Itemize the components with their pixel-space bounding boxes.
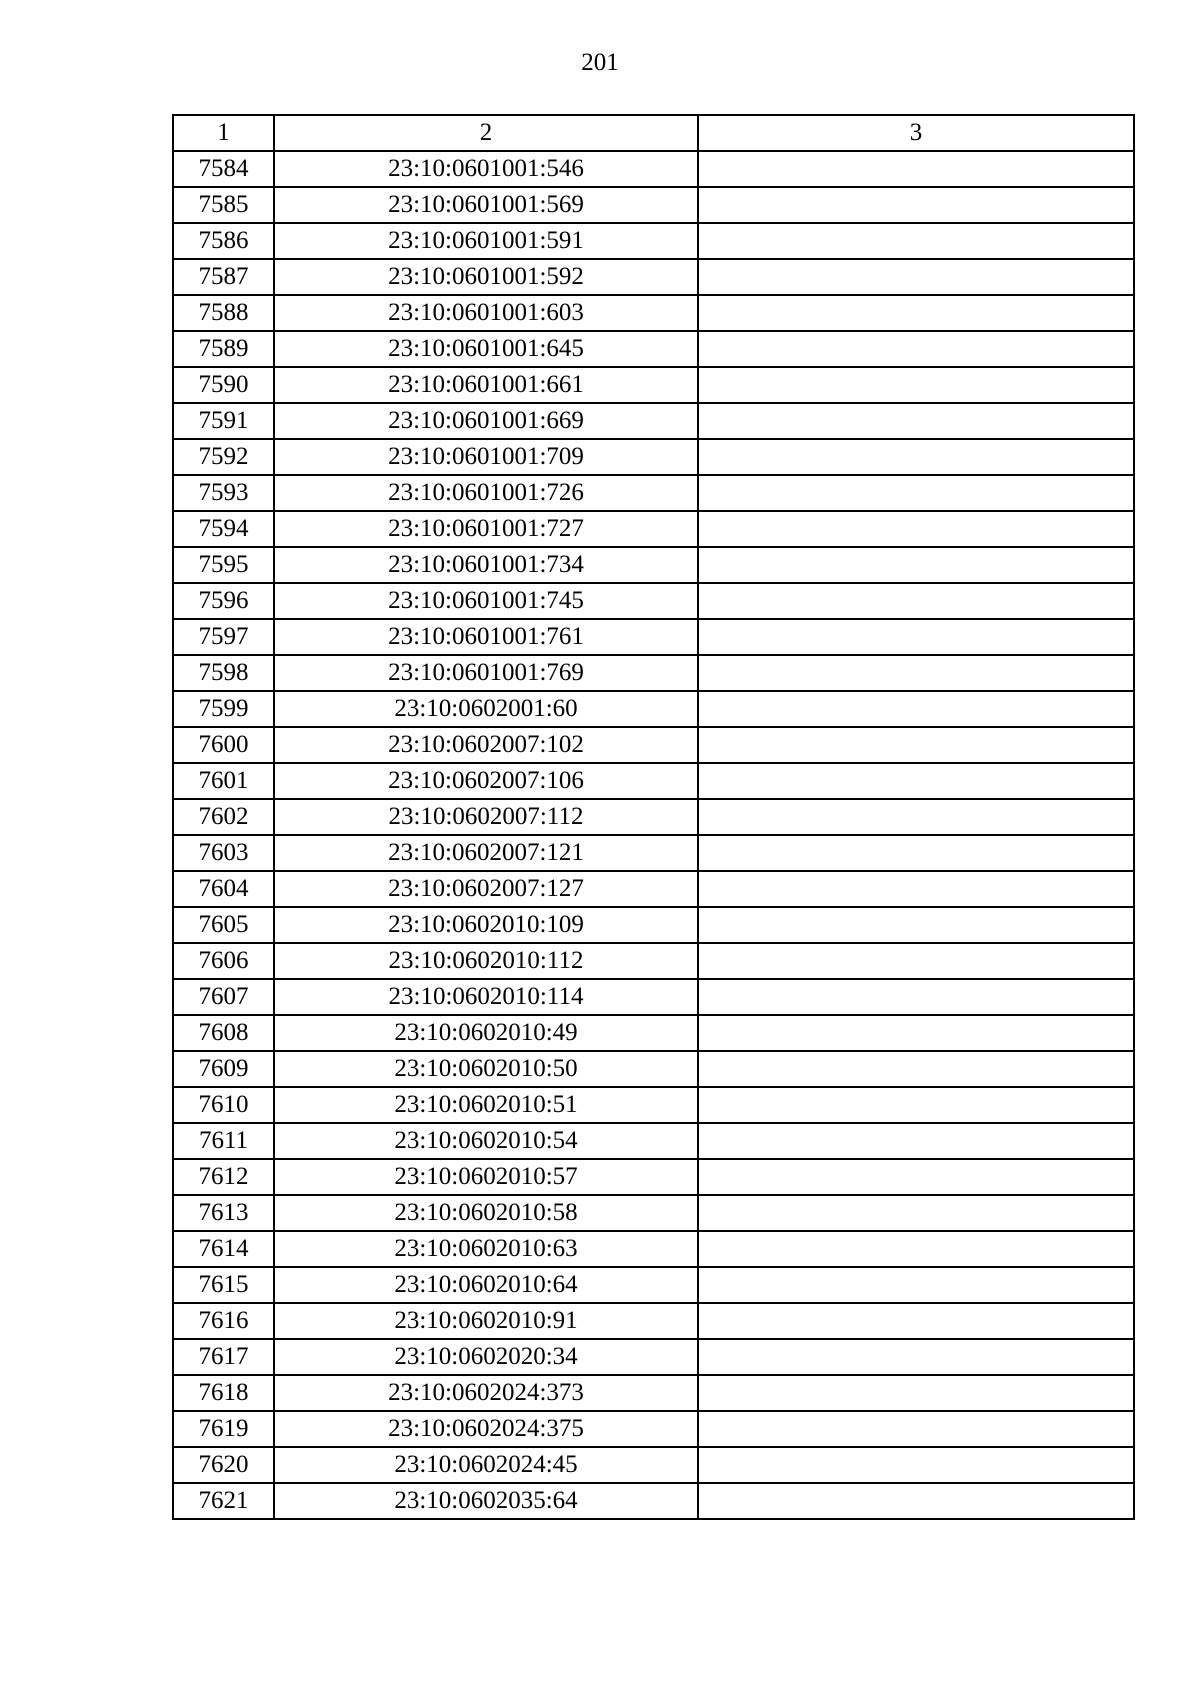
cadastral-number-cell: 23:10:0602010:114 — [274, 979, 698, 1015]
table-row — [173, 907, 1134, 943]
cadastral-number-cell: 23:10:0602007:112 — [274, 799, 698, 835]
note-cell — [698, 475, 1134, 511]
table-row — [173, 187, 1134, 223]
row-number-cell: 7613 — [173, 1195, 274, 1231]
table-row — [173, 763, 1134, 799]
row-number-cell: 7603 — [173, 835, 274, 871]
row-number-cell: 7602 — [173, 799, 274, 835]
table-row — [173, 259, 1134, 295]
row-number-cell: 7596 — [173, 583, 274, 619]
row-number-cell: 7611 — [173, 1123, 274, 1159]
cadastral-number-cell: 23:10:0601001:645 — [274, 331, 698, 367]
header-row — [173, 115, 1134, 151]
cadastral-number-cell: 23:10:0602010:112 — [274, 943, 698, 979]
note-cell — [698, 1123, 1134, 1159]
table-row — [173, 1159, 1134, 1195]
cadastral-number-cell: 23:10:0601001:661 — [274, 367, 698, 403]
note-cell — [698, 727, 1134, 763]
header-cell-2: 2 — [274, 115, 698, 151]
row-number-cell: 7586 — [173, 223, 274, 259]
row-number-cell: 7592 — [173, 439, 274, 475]
table-row — [173, 619, 1134, 655]
note-cell — [698, 799, 1134, 835]
cadastral-number-cell: 23:10:0601001:761 — [274, 619, 698, 655]
note-cell — [698, 187, 1134, 223]
row-number-cell: 7614 — [173, 1231, 274, 1267]
cadastral-number-cell: 23:10:0602010:57 — [274, 1159, 698, 1195]
row-number-cell: 7617 — [173, 1339, 274, 1375]
cadastral-number-cell: 23:10:0602010:109 — [274, 907, 698, 943]
table-row — [173, 367, 1134, 403]
table-row — [173, 1051, 1134, 1087]
row-number-cell: 7621 — [173, 1483, 274, 1519]
row-number-cell: 7619 — [173, 1411, 274, 1447]
table-row — [173, 1015, 1134, 1051]
note-cell — [698, 583, 1134, 619]
cadastral-number-cell: 23:10:0601001:591 — [274, 223, 698, 259]
row-number-cell: 7600 — [173, 727, 274, 763]
cadastral-number-cell: 23:10:0601001:726 — [274, 475, 698, 511]
table-row — [173, 1303, 1134, 1339]
row-number-cell: 7590 — [173, 367, 274, 403]
note-cell — [698, 367, 1134, 403]
cadastral-number-cell: 23:10:0602007:102 — [274, 727, 698, 763]
header-cell-1: 1 — [173, 115, 274, 151]
cadastral-number-cell: 23:10:0602010:51 — [274, 1087, 698, 1123]
note-cell — [698, 295, 1134, 331]
table-row — [173, 1087, 1134, 1123]
cadastral-number-cell: 23:10:0602024:373 — [274, 1375, 698, 1411]
table-row — [173, 1123, 1134, 1159]
cadastral-number-cell: 23:10:0601001:709 — [274, 439, 698, 475]
cadastral-number-cell: 23:10:0602010:50 — [274, 1051, 698, 1087]
cadastral-number-cell: 23:10:0602010:49 — [274, 1015, 698, 1051]
row-number-cell: 7609 — [173, 1051, 274, 1087]
row-number-cell: 7604 — [173, 871, 274, 907]
note-cell — [698, 331, 1134, 367]
cadastral-number-cell: 23:10:0601001:592 — [274, 259, 698, 295]
cadastral-number-cell: 23:10:0601001:569 — [274, 187, 698, 223]
table-row — [173, 439, 1134, 475]
note-cell — [698, 1159, 1134, 1195]
note-cell — [698, 691, 1134, 727]
table-row — [173, 331, 1134, 367]
cadastral-number-cell: 23:10:0601001:669 — [274, 403, 698, 439]
cadastral-number-cell: 23:10:0602020:34 — [274, 1339, 698, 1375]
row-number-cell: 7597 — [173, 619, 274, 655]
row-number-cell: 7610 — [173, 1087, 274, 1123]
table-row — [173, 1339, 1134, 1375]
note-cell — [698, 943, 1134, 979]
cadastral-number-cell: 23:10:0601001:769 — [274, 655, 698, 691]
row-number-cell: 7620 — [173, 1447, 274, 1483]
table-row — [173, 979, 1134, 1015]
cadastral-number-cell: 23:10:0602035:64 — [274, 1483, 698, 1519]
note-cell — [698, 835, 1134, 871]
registry-table — [172, 114, 1135, 1520]
table-body — [173, 151, 1134, 1519]
note-cell — [698, 1051, 1134, 1087]
table-row — [173, 295, 1134, 331]
note-cell — [698, 1231, 1134, 1267]
cadastral-number-cell: 23:10:0602024:45 — [274, 1447, 698, 1483]
table-row — [173, 835, 1134, 871]
table-row — [173, 583, 1134, 619]
table-row — [173, 727, 1134, 763]
note-cell — [698, 511, 1134, 547]
note-cell — [698, 907, 1134, 943]
table-row — [173, 1447, 1134, 1483]
note-cell — [698, 1483, 1134, 1519]
cadastral-number-cell: 23:10:0602007:121 — [274, 835, 698, 871]
cadastral-number-cell: 23:10:0602010:63 — [274, 1231, 698, 1267]
cadastral-number-cell: 23:10:0601001:603 — [274, 295, 698, 331]
table-row — [173, 403, 1134, 439]
note-cell — [698, 547, 1134, 583]
row-number-cell: 7589 — [173, 331, 274, 367]
row-number-cell: 7595 — [173, 547, 274, 583]
row-number-cell: 7608 — [173, 1015, 274, 1051]
note-cell — [698, 1339, 1134, 1375]
note-cell — [698, 151, 1134, 187]
row-number-cell: 7585 — [173, 187, 274, 223]
table-row — [173, 691, 1134, 727]
note-cell — [698, 619, 1134, 655]
row-number-cell: 7618 — [173, 1375, 274, 1411]
table-row — [173, 1231, 1134, 1267]
note-cell — [698, 1375, 1134, 1411]
table-row — [173, 655, 1134, 691]
cadastral-number-cell: 23:10:0602001:60 — [274, 691, 698, 727]
cadastral-number-cell: 23:10:0601001:546 — [274, 151, 698, 187]
note-cell — [698, 1195, 1134, 1231]
row-number-cell: 7588 — [173, 295, 274, 331]
cadastral-number-cell: 23:10:0602010:64 — [274, 1267, 698, 1303]
header-cell-3: 3 — [698, 115, 1134, 151]
cadastral-number-cell: 23:10:0602007:127 — [274, 871, 698, 907]
table-row — [173, 1195, 1134, 1231]
cadastral-number-cell: 23:10:0601001:727 — [274, 511, 698, 547]
table-header — [173, 115, 1134, 151]
note-cell — [698, 403, 1134, 439]
row-number-cell: 7594 — [173, 511, 274, 547]
row-number-cell: 7593 — [173, 475, 274, 511]
row-number-cell: 7615 — [173, 1267, 274, 1303]
row-number-cell: 7587 — [173, 259, 274, 295]
table-row — [173, 871, 1134, 907]
row-number-cell: 7591 — [173, 403, 274, 439]
note-cell — [698, 655, 1134, 691]
table-row — [173, 475, 1134, 511]
note-cell — [698, 871, 1134, 907]
row-number-cell: 7606 — [173, 943, 274, 979]
note-cell — [698, 1267, 1134, 1303]
note-cell — [698, 1447, 1134, 1483]
row-number-cell: 7605 — [173, 907, 274, 943]
row-number-cell: 7584 — [173, 151, 274, 187]
row-number-cell: 7612 — [173, 1159, 274, 1195]
cadastral-number-cell: 23:10:0602010:58 — [274, 1195, 698, 1231]
note-cell — [698, 763, 1134, 799]
cadastral-number-cell: 23:10:0602010:91 — [274, 1303, 698, 1339]
note-cell — [698, 1087, 1134, 1123]
row-number-cell: 7616 — [173, 1303, 274, 1339]
table-row — [173, 799, 1134, 835]
cadastral-number-cell: 23:10:0602010:54 — [274, 1123, 698, 1159]
note-cell — [698, 1015, 1134, 1051]
table-row — [173, 511, 1134, 547]
note-cell — [698, 439, 1134, 475]
cadastral-number-cell: 23:10:0602024:375 — [274, 1411, 698, 1447]
note-cell — [698, 1303, 1134, 1339]
note-cell — [698, 259, 1134, 295]
cadastral-number-cell: 23:10:0601001:745 — [274, 583, 698, 619]
row-number-cell: 7599 — [173, 691, 274, 727]
note-cell — [698, 223, 1134, 259]
note-cell — [698, 979, 1134, 1015]
row-number-cell: 7607 — [173, 979, 274, 1015]
row-number-cell: 7601 — [173, 763, 274, 799]
table-row — [173, 1267, 1134, 1303]
table-row — [173, 223, 1134, 259]
table-row — [173, 1375, 1134, 1411]
table-row — [173, 151, 1134, 187]
table-row — [173, 943, 1134, 979]
table-row — [173, 1411, 1134, 1447]
table-row — [173, 547, 1134, 583]
note-cell — [698, 1411, 1134, 1447]
table-row — [173, 1483, 1134, 1519]
row-number-cell: 7598 — [173, 655, 274, 691]
cadastral-number-cell: 23:10:0602007:106 — [274, 763, 698, 799]
page-number: 201 — [581, 49, 619, 76]
cadastral-number-cell: 23:10:0601001:734 — [274, 547, 698, 583]
